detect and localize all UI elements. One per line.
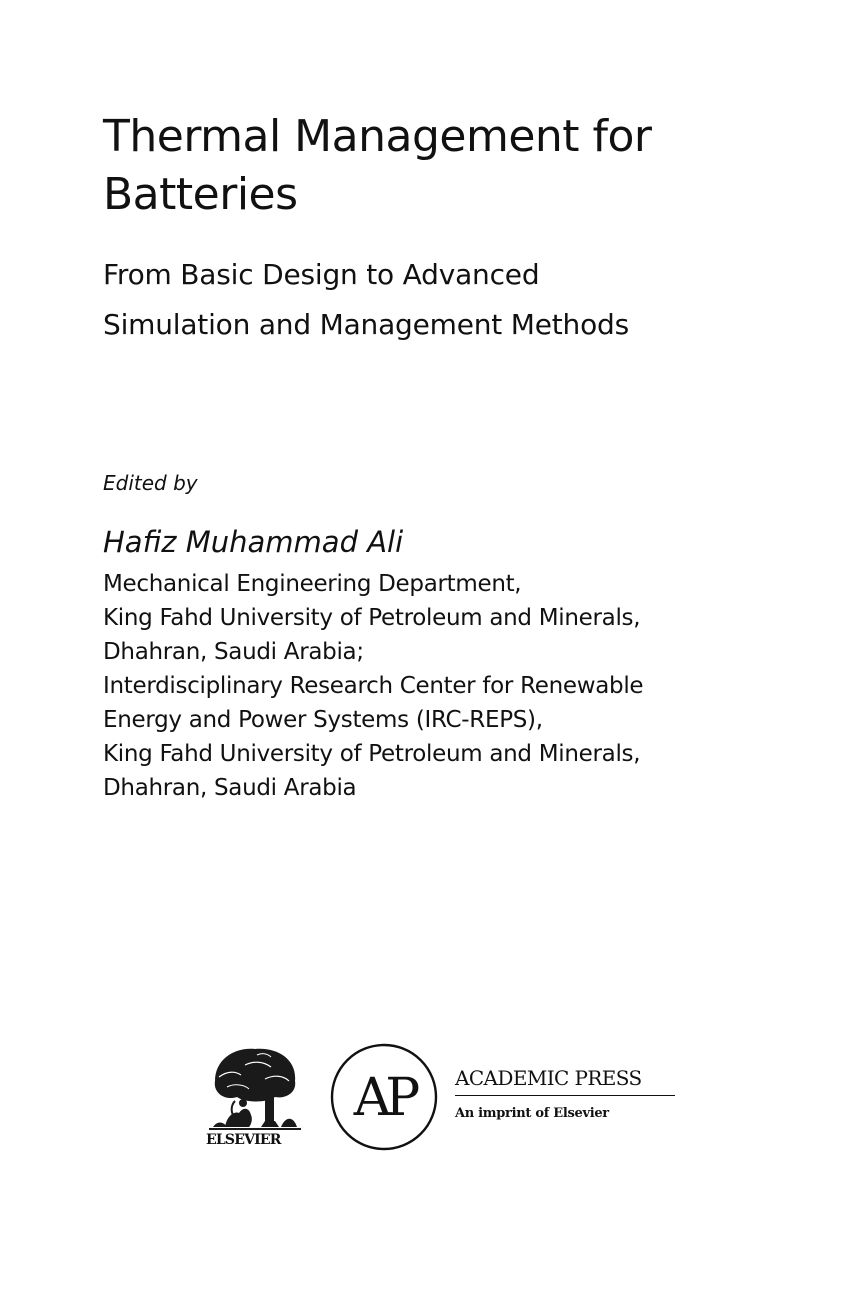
- academic-press-circle-logo-icon: [328, 1041, 440, 1153]
- ap-monogram: AP: [353, 1068, 415, 1128]
- book-title: [103, 108, 652, 224]
- press-divider: [455, 1095, 675, 1096]
- editor-affiliation: [103, 567, 643, 805]
- book-title-line-1: Thermal Management for: [103, 111, 652, 162]
- elsevier-wordmark: ELSEVIER: [206, 1132, 281, 1148]
- affiliation-line: Dhahran, Saudi Arabia;: [103, 639, 364, 665]
- affiliation-line: Mechanical Engineering Department,: [103, 571, 522, 597]
- academic-press-tagline: An imprint of Elsevier: [455, 1106, 609, 1121]
- affiliation-line: Dhahran, Saudi Arabia: [103, 775, 357, 801]
- affiliation-line: King Fahd University of Petroleum and Minerals,: [103, 605, 641, 631]
- book-subtitle: [103, 250, 629, 350]
- academic-press-name: ACADEMIC PRESS: [455, 1066, 642, 1090]
- edited-by-label: Edited by: [103, 471, 198, 495]
- book-subtitle-line-1: From Basic Design to Advanced: [103, 258, 540, 291]
- book-title-line-2: Batteries: [103, 169, 298, 220]
- editor-name: Hafiz Muhammad Ali: [103, 525, 404, 559]
- book-subtitle-line-2: Simulation and Management Methods: [103, 308, 629, 341]
- affiliation-line: Energy and Power Systems (IRC-REPS),: [103, 707, 543, 733]
- publisher-logos: [200, 1036, 700, 1166]
- affiliation-line: King Fahd University of Petroleum and Minerals,: [103, 741, 641, 767]
- affiliation-line: Interdisciplinary Research Center for Renewable: [103, 673, 644, 699]
